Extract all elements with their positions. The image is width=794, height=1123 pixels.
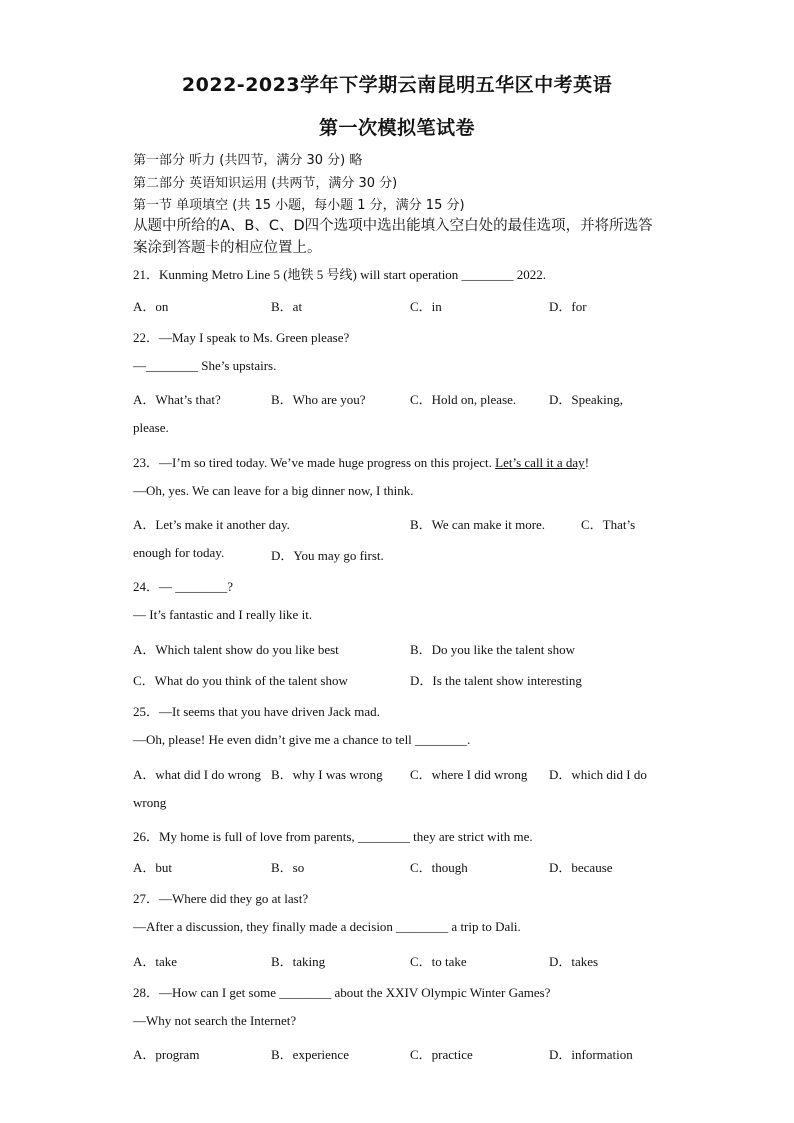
q23-option-c: C．That’s — [581, 517, 636, 532]
question-27-line2: —After a discussion, they finally made a decision ________ a trip to Dali. — [133, 919, 521, 934]
q28-option-b: B．experience — [271, 1047, 349, 1062]
question-21-stem: 21．Kunming Metro Line 5 (地铁 5 号线) will start operation ________ 2022. — [133, 267, 547, 282]
q24-option-b: B．Do you like the talent show — [410, 642, 576, 657]
q21-option-a: A．on — [133, 299, 169, 314]
question-22-stem: 22．—May I speak to Ms. Green please? — [133, 330, 350, 345]
q23-option-d: D．You may go first. — [271, 548, 384, 563]
q28-option-d: D．information — [549, 1047, 633, 1062]
q27-option-c: C．to take — [410, 954, 467, 969]
q21-option-b: B．at — [271, 299, 303, 314]
q26-option-c: C．though — [410, 860, 468, 875]
question-22-line2: —________ She’s upstairs. — [133, 358, 277, 373]
question-24-line2: — It’s fantastic and I really like it. — [133, 607, 313, 622]
q22-option-b: B．Who are you? — [271, 392, 366, 407]
part2-heading: 第二部分 英语知识运用 (共两节，满分 30 分) — [133, 176, 398, 191]
question-23-line2: —Oh, yes. We can leave for a big dinner now, I think. — [133, 483, 414, 498]
question-25-line2: —Oh, please! He even didn’t give me a chance to tell ________. — [133, 732, 471, 747]
instruction-line-1: 从题中所给的A、B、C、D四个选项中选出能填入空白处的最佳选项，并将所选答 — [133, 218, 653, 234]
q27-option-a: A．take — [133, 954, 178, 969]
q25-option-a: A．what did I do wrong — [133, 767, 261, 782]
q22-option-a: A．What’s that? — [133, 392, 221, 407]
q24-option-a: A．Which talent show do you like best — [133, 642, 339, 657]
q22-option-c: C．Hold on, please. — [410, 392, 517, 407]
q22-option-d-continued: please. — [133, 420, 169, 435]
q28-option-c: C．practice — [410, 1047, 473, 1062]
exam-subtitle: 第一次模拟笔试卷 — [318, 117, 475, 139]
q23-option-a: A．Let’s make it another day. — [133, 517, 290, 532]
q21-option-d: D．for — [549, 299, 587, 314]
q25-option-b: B．why I was wrong — [271, 767, 383, 782]
q24-option-c: C．What do you think of the talent show — [133, 673, 348, 688]
q23-option-c-continued: enough for today. — [133, 545, 225, 560]
q23-stem-end: ! — [584, 455, 590, 470]
q28-option-a: A．program — [133, 1047, 200, 1062]
question-28-stem: 28．—How can I get some ________ about the XXIV Olympic Winter Games? — [133, 985, 551, 1000]
q26-option-a: A．but — [133, 860, 173, 875]
question-28-line2: —Why not search the Internet? — [133, 1013, 297, 1028]
q25-option-d-continued: wrong — [133, 795, 167, 810]
q24-option-d: D．Is the talent show interesting — [410, 673, 582, 688]
q25-option-d: D．which did I do — [549, 767, 647, 782]
q25-option-c: C．where I did wrong — [410, 767, 528, 782]
question-24-stem: 24．— ________? — [133, 579, 234, 594]
question-27-stem: 27．—Where did they go at last? — [133, 891, 309, 906]
q26-option-d: D．because — [549, 860, 613, 875]
q27-option-d: D．takes — [549, 954, 599, 969]
q26-option-b: B．so — [271, 860, 305, 875]
q22-option-d: D．Speaking, — [549, 392, 624, 407]
question-26-stem: 26．My home is full of love from parents, ________ they are strict with me. — [133, 829, 533, 844]
q23-option-b: B．We can make it more. — [410, 517, 546, 532]
question-25-stem: 25．—It seems that you have driven Jack mad. — [133, 704, 380, 719]
q23-stem-text: 23．—I’m so tired today. We’ve made huge progress on this project. — [133, 455, 496, 470]
section1-heading: 第一节 单项填空 (共 15 小题，每小题 1 分，满分 15 分) — [133, 198, 465, 213]
exam-title: 2022-2023学年下学期云南昆明五华区中考英语 — [181, 74, 613, 96]
instruction-line-2: 案涂到答题卡的相应位置上。 — [133, 240, 322, 256]
question-23-stem — [133, 452, 589, 471]
q23-underlined-phrase: Let’s call it a day — [495, 455, 585, 470]
part1-heading: 第一部分 听力 (共四节，满分 30 分) 略 — [133, 153, 363, 168]
q27-option-b: B．taking — [271, 954, 326, 969]
q21-option-c: C．in — [410, 299, 442, 314]
